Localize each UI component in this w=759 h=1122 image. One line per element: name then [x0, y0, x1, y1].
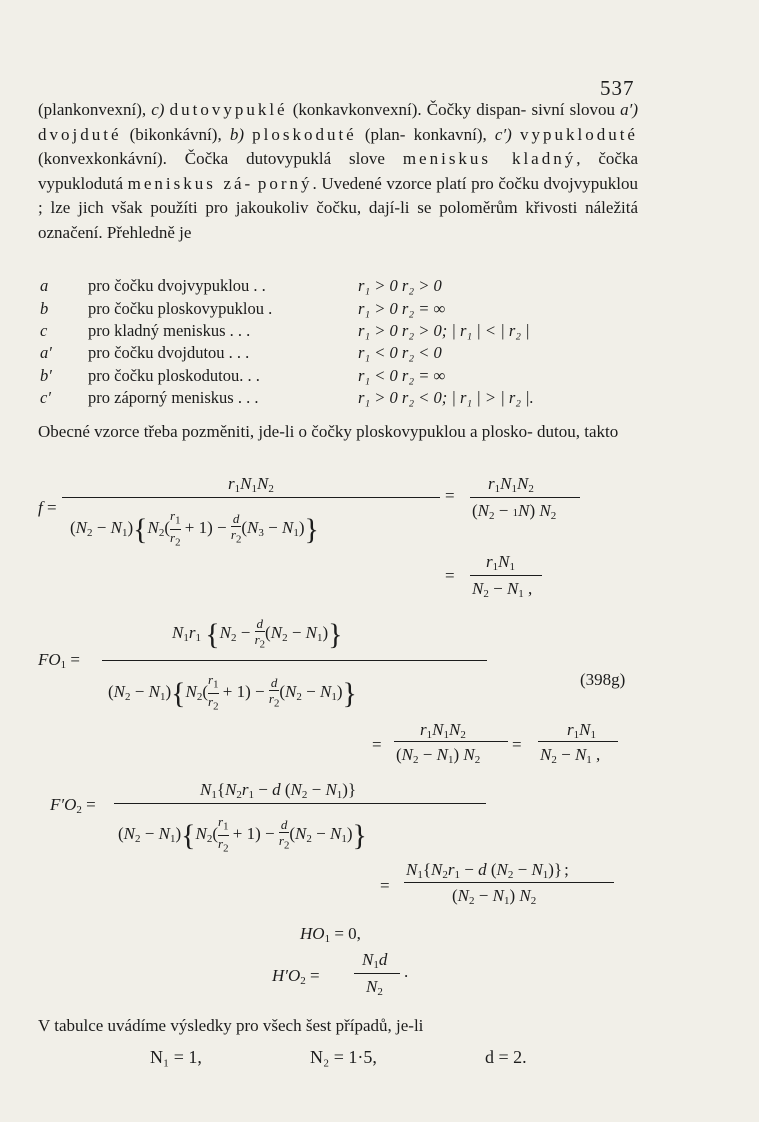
mid-paragraph: Obecné vzorce třeba pozměniti, jde-li o čočky ploskovypuklou a plosko- dutou, takto: [38, 422, 619, 441]
page-number: 537: [600, 76, 635, 100]
value-d: d = 2.: [485, 1047, 527, 1067]
equation-number: (398g): [580, 670, 626, 689]
value-n2: N₂ = 1·5,: [310, 1047, 377, 1067]
intro-paragraph: (plankonvexní), c) dutovypuklé (konkavkonvexní). Čočky dispan- sivní slovou a′) dvojduté (bikonkávní), b) ploskoduté (plan- konkavní), c′) vypukloduté (konvexkonkávní). Čočka dutovypuklá slove meniskus kladný, čočka vypuklodutá meniskus zá- porný. Uvedené vzorce platí pro čočku dvojvypuklou ; lze jich však použíti pro jakoukoliv čočku, dají-li se poloměrům křivosti náležitá označení. Přehledně je: [38, 100, 639, 242]
closing-paragraph: V tabulce uvádíme výsledky pro všech šest případů, je-li: [38, 1016, 424, 1035]
value-n1: N₁ = 1,: [150, 1047, 202, 1067]
